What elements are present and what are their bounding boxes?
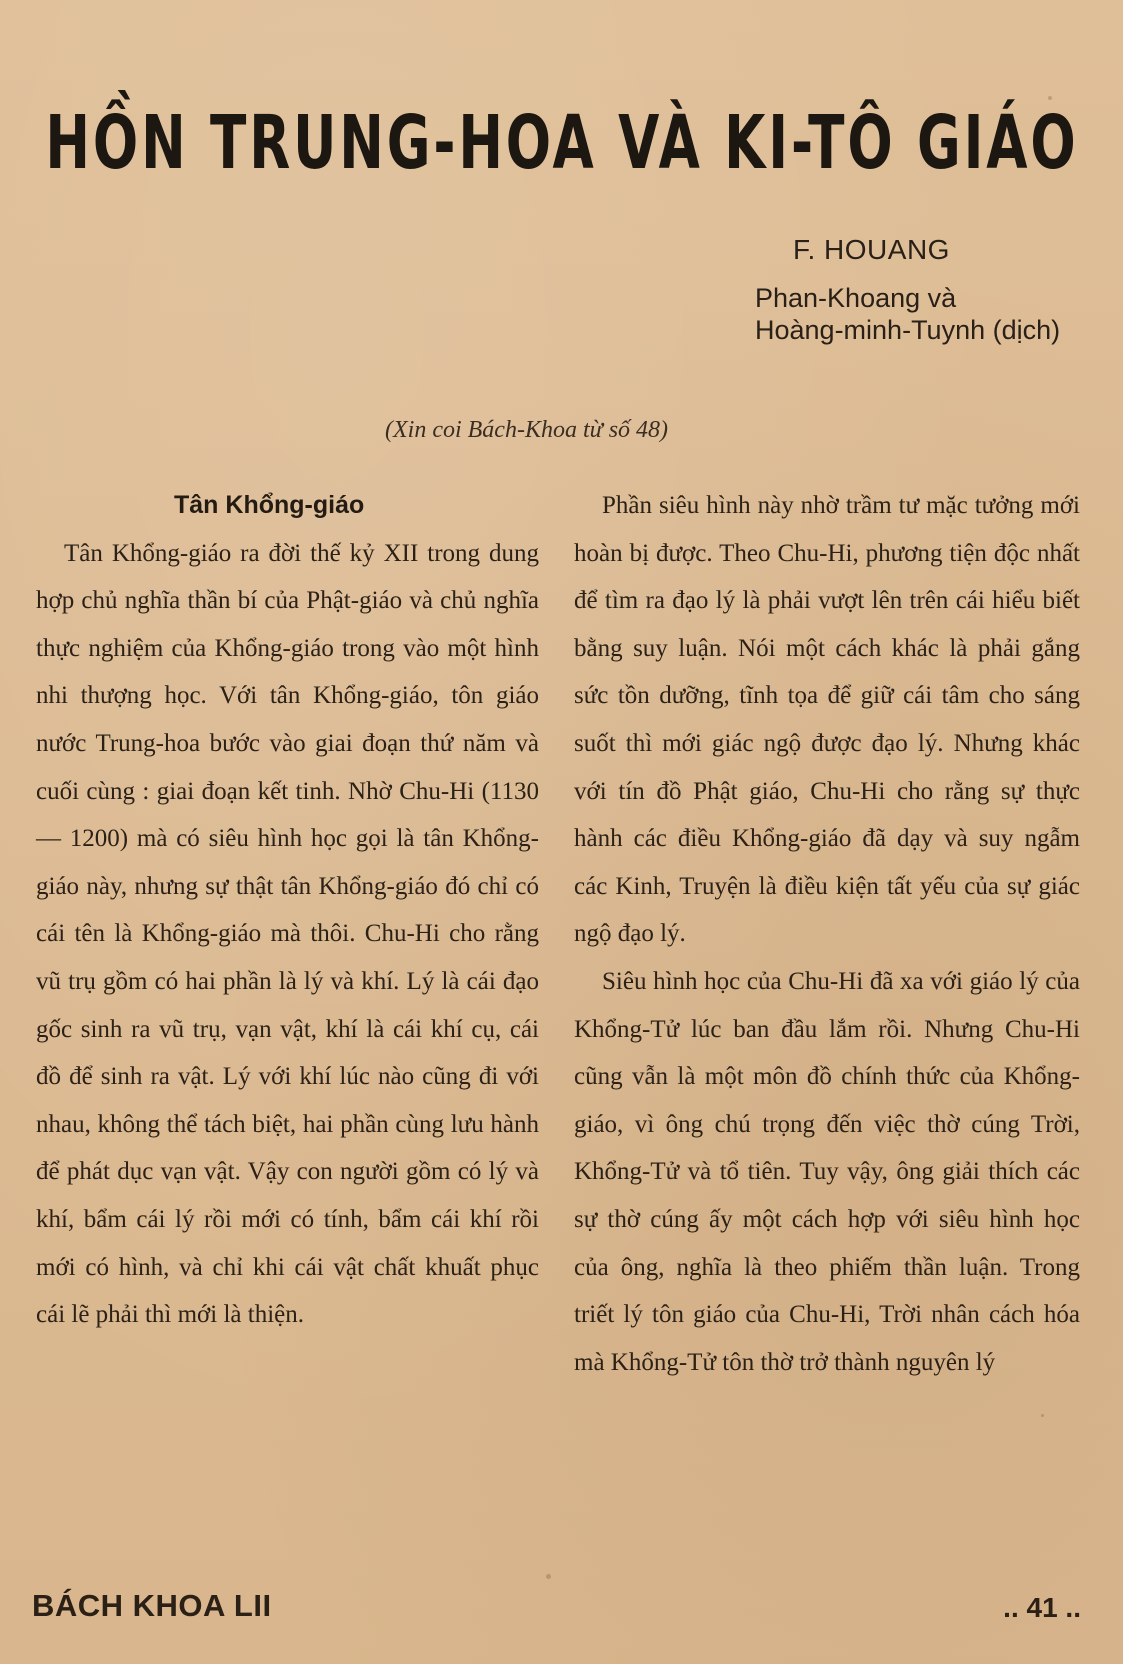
publication-footer: BÁCH KHOA LII bbox=[32, 1588, 272, 1623]
left-column bbox=[36, 482, 539, 1339]
right-paragraph-1: Phần siêu hình này nhờ trầm tư mặc tưởng mới hoàn bị được. Theo Chu-Hi, phương tiện độc nhất để tìm ra đạo lý là phải vượt lên trên cái hiểu biết bằng suy luận. Nói một cách khác là phải gắng sức tồn dưỡng, tĩnh tọa để giữ cái tâm cho sáng suốt thì mới giác ngộ được đạo lý. Nhưng khác với tín đồ Phật giáo, Chu-Hi cho rằng sự thực hành các điều Khổng-giáo đã dạy và suy ngẫm các Kinh, Truyện là điều kiện tất yếu của sự giác ngộ đạo lý. bbox=[574, 492, 1080, 948]
author-name: F. HOUANG bbox=[793, 234, 950, 265]
translator-line-1: Phan-Khoang và bbox=[755, 282, 957, 313]
paper-speck bbox=[1041, 1414, 1044, 1417]
page-number: .. 41 .. bbox=[1003, 1592, 1081, 1623]
section-heading: Tân Khổng-giáo bbox=[174, 491, 365, 519]
left-paragraph-1: Tân Khổng-giáo ra đời thế kỷ XII trong dung hợp chủ nghĩa thần bí của Phật-giáo và chủ nghĩa thực nghiệm của Khổng-giáo trong vào một hình nhi thượng học. Với tân Khổng-giáo, tôn giáo nước Trung-hoa bước vào giai đoạn thứ năm và cuối cùng : giai đoạn kết tinh. Nhờ Chu-Hi (1130 — 1200) mà có siêu hình học gọi là tân Khổng-giáo này, nhưng sự thật tân Khổng-giáo đó chỉ có cái tên là Khổng-giáo mà thôi. Chu-Hi cho rằng vũ trụ gồm có hai phần là lý và khí. Lý là cái đạo gốc sinh ra vũ trụ, vạn vật, khí là cái khí cụ, cái đồ để sinh ra vật. Lý với khí lúc nào cũng đi với nhau, không thể tách biệt, hai phần cùng lưu hành để phát dục vạn vật. Vậy con người gồm có lý và khí, bẩm cái lý rồi mới có tính, bẩm cái khí rồi mới có hình, và chỉ khi cái vật chất khuất phục cái lẽ phải thì mới là thiện. bbox=[36, 539, 539, 1329]
right-paragraph-2: Siêu hình học của Chu-Hi đã xa với giáo lý của Khổng-Tử lúc ban đầu lắm rồi. Nhưng Chu-Hi cũng vẫn là một môn đồ chính thức của Khổng-giáo, vì ông chú trọng đến việc thờ cúng Trời, Khổng-Tử và tổ tiên. Tuy vậy, ông giải thích các sự thờ cúng ấy một cách hợp với siêu hình học của ông, nghĩa là theo phiếm thần luận. Trong triết lý tôn giáo của Chu-Hi, Trời nhân cách hóa mà Khổng-Tử tôn thờ trở thành nguyên lý bbox=[574, 967, 1080, 1376]
paper-speck bbox=[1048, 96, 1052, 100]
author-block bbox=[755, 235, 1085, 347]
paper-speck bbox=[546, 1574, 551, 1579]
source-note: (Xin coi Bách-Khoa từ số 48) bbox=[385, 417, 669, 443]
article-title: HỒN TRUNG-HOA VÀ KI-TÔ GIÁO bbox=[45, 100, 1079, 186]
translator-line-2: Hoàng-minh-Tuynh (dịch) bbox=[755, 314, 1061, 345]
right-column bbox=[574, 482, 1080, 1386]
